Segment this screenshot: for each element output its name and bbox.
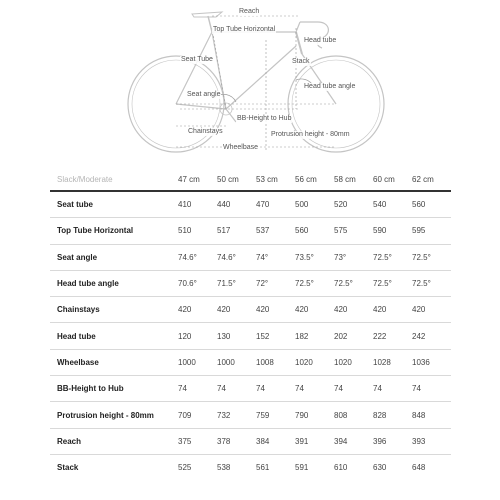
table-cell: 378 [217, 436, 231, 446]
row-label: Stack [57, 463, 79, 473]
table-row [50, 402, 451, 428]
table-cell: 848 [412, 410, 426, 420]
label-bb-height-to-hub: BB-Height to Hub [237, 115, 292, 122]
row-label: Seat tube [57, 200, 94, 210]
table-cell: 73.5° [295, 252, 314, 262]
table-cell: 732 [217, 410, 231, 420]
table-cell: 575 [334, 226, 348, 236]
table-cell: 790 [295, 410, 309, 420]
table-cell: 74.6° [178, 252, 197, 262]
table-cell: 72.5° [334, 279, 353, 289]
table-cell: 538 [217, 463, 231, 473]
size-header: 56 cm [295, 168, 334, 191]
table-cell: 1000 [217, 357, 235, 367]
table-cell: 242 [412, 331, 426, 341]
size-header: 60 cm [373, 168, 412, 191]
table-cell: 72.5° [373, 279, 392, 289]
label-seat-tube: Seat Tube [181, 56, 213, 63]
label-stack: Stack [292, 58, 310, 65]
row-label: BB-Height to Hub [57, 384, 124, 394]
label-wheelbase: Wheelbase [223, 144, 259, 151]
table-cell: 391 [295, 436, 309, 446]
table-cell: 1036 [412, 357, 430, 367]
table-cell: 72.5° [373, 252, 392, 262]
table-cell: 420 [295, 305, 309, 315]
table-cell: 375 [178, 436, 192, 446]
table-cell: 384 [256, 436, 270, 446]
table-cell: 590 [373, 226, 387, 236]
row-label: Seat angle [57, 252, 98, 262]
headset-spacer [296, 22, 300, 32]
table-cell: 420 [256, 305, 270, 315]
table-row [50, 454, 451, 480]
size-header: 62 cm [412, 168, 451, 191]
label-reach: Reach [239, 8, 260, 15]
table-row [50, 191, 451, 218]
table-cell: 74 [217, 384, 226, 394]
row-label: Top Tube Horizontal [57, 226, 134, 236]
table-cell: 70.6° [178, 279, 197, 289]
table-cell: 1028 [373, 357, 391, 367]
table-row [50, 218, 451, 244]
table-cell: 560 [295, 226, 309, 236]
row-label: Head tube [57, 331, 96, 341]
table-cell: 420 [217, 305, 231, 315]
table-cell: 396 [373, 436, 387, 446]
table-cell: 152 [256, 331, 270, 341]
geometry-table [50, 168, 451, 480]
bike-geometry-diagram [0, 0, 500, 160]
label-head-tube-angle: Head tube angle [304, 83, 356, 90]
label-chainstays: Chainstays [188, 128, 223, 135]
table-cell: 759 [256, 410, 270, 420]
table-cell: 130 [217, 331, 231, 341]
table-cell: 517 [217, 226, 231, 236]
table-cell: 74 [256, 384, 265, 394]
table-cell: 202 [334, 331, 348, 341]
row-label: Chainstays [57, 305, 100, 315]
table-cell: 540 [373, 200, 387, 210]
table-cell: 74 [412, 384, 421, 394]
table-cell: 394 [334, 436, 348, 446]
table-row [50, 297, 451, 323]
table-cell: 120 [178, 331, 192, 341]
row-label: Wheelbase [57, 357, 99, 367]
row-label: Reach [57, 436, 82, 446]
table-cell: 440 [217, 200, 231, 210]
table-cell: 71.5° [217, 279, 236, 289]
bike-frame-drawing [0, 0, 500, 160]
table-cell: 72.5° [412, 279, 431, 289]
size-header: 47 cm [178, 168, 217, 191]
table-cell: 74 [373, 384, 382, 394]
table-row [50, 428, 451, 454]
table-cell: 1020 [334, 357, 352, 367]
table-cell: 410 [178, 200, 192, 210]
table-cell: 808 [334, 410, 348, 420]
table-cell: 470 [256, 200, 270, 210]
header-label: Slack/Moderate [50, 168, 178, 191]
table-row [50, 244, 451, 270]
table-row [50, 323, 451, 349]
table-cell: 182 [295, 331, 309, 341]
table-cell: 72.5° [295, 279, 314, 289]
chainstay-tube [176, 104, 226, 109]
table-cell: 510 [178, 226, 192, 236]
crank-arm [226, 109, 236, 122]
table-cell: 222 [373, 331, 387, 341]
table-cell: 828 [373, 410, 387, 420]
table-cell: 1000 [178, 357, 196, 367]
table-cell: 420 [412, 305, 426, 315]
row-label: Head tube angle [57, 279, 119, 289]
size-header: 53 cm [256, 168, 295, 191]
header-row [50, 168, 451, 191]
table-cell: 560 [412, 200, 426, 210]
table-cell: 630 [373, 463, 387, 473]
label-head-tube: Head tube [304, 37, 337, 44]
table-cell: 393 [412, 436, 426, 446]
table-cell: 420 [334, 305, 348, 315]
table-cell: 420 [178, 305, 192, 315]
size-header: 58 cm [334, 168, 373, 191]
table-cell: 595 [412, 226, 426, 236]
label-top-tube-horizontal: Top Tube Horizontal [213, 26, 276, 33]
table-cell: 1008 [256, 357, 274, 367]
table-row [50, 376, 451, 402]
table-cell: 72° [256, 279, 269, 289]
table-cell: 610 [334, 463, 348, 473]
geometry-table-header [50, 168, 451, 191]
table-cell: 74.6° [217, 252, 236, 262]
table-cell: 537 [256, 226, 270, 236]
table-cell: 74° [256, 252, 269, 262]
geometry-table-body [50, 191, 451, 480]
table-row [50, 270, 451, 296]
table-cell: 500 [295, 200, 309, 210]
table-cell: 420 [373, 305, 387, 315]
size-header: 50 cm [217, 168, 256, 191]
label-protrusion-height: Protrusion height - 80mm [271, 131, 350, 138]
table-cell: 74 [178, 384, 187, 394]
table-row [50, 349, 451, 375]
table-cell: 73° [334, 252, 347, 262]
table-cell: 74 [295, 384, 304, 394]
row-label: Protrusion height - 80mm [57, 410, 154, 420]
table-cell: 72.5° [412, 252, 431, 262]
head-tube [296, 32, 302, 54]
table-cell: 591 [295, 463, 309, 473]
table-cell: 648 [412, 463, 426, 473]
table-cell: 74 [334, 384, 343, 394]
table-cell: 1020 [295, 357, 313, 367]
table-cell: 525 [178, 463, 192, 473]
table-cell: 709 [178, 410, 192, 420]
table-cell: 561 [256, 463, 270, 473]
down-tube [226, 46, 296, 109]
table-cell: 520 [334, 200, 348, 210]
label-seat-angle: Seat angle [187, 91, 221, 98]
